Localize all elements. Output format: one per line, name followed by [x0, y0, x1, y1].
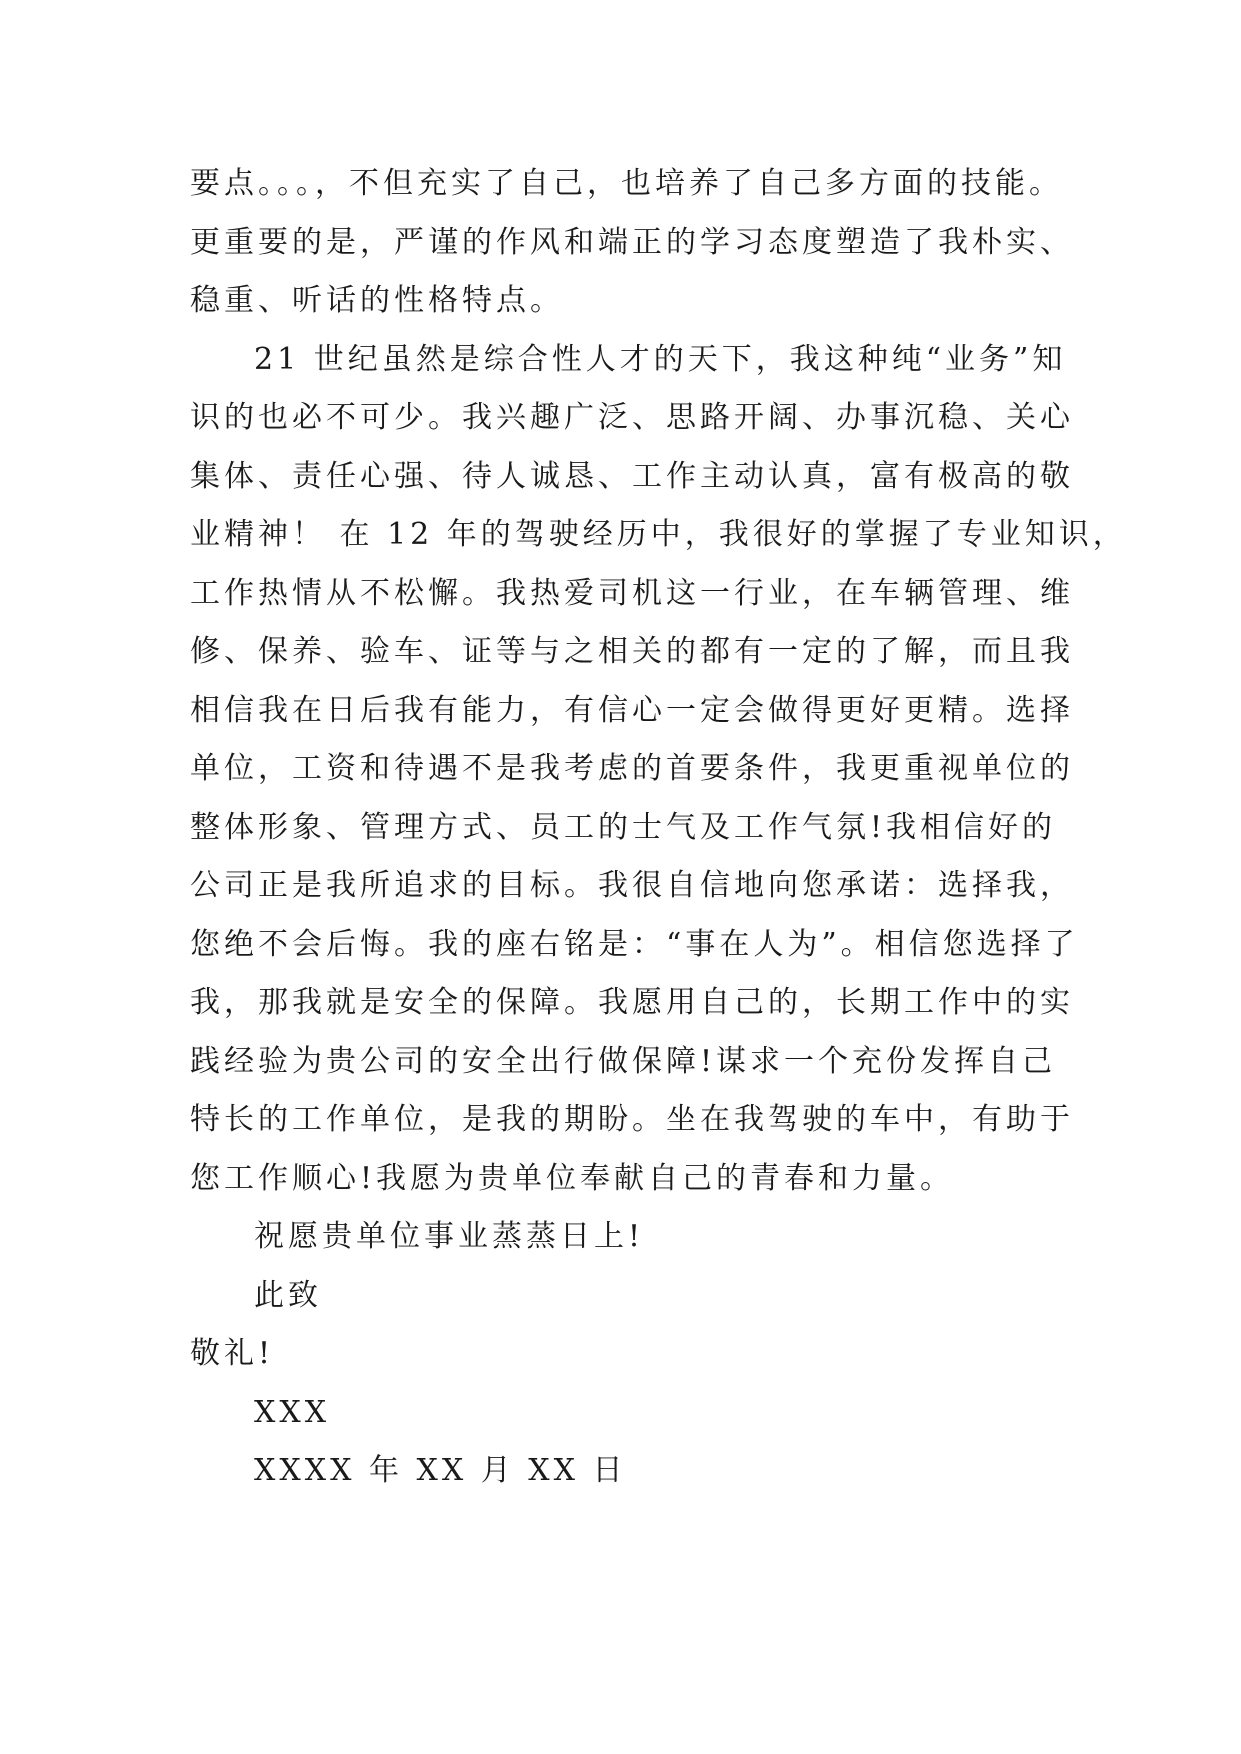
salutation-closing: 此致 — [254, 1277, 322, 1313]
text-line: 稳重、听话的性格特点。 — [190, 283, 564, 318]
text-line: 识的也必不可少。我兴趣广泛、思路开阔、办事沉稳、关心 — [190, 400, 1074, 435]
text-line: 工作热情从不松懈。我热爱司机这一行业，在车辆管理、维 — [190, 575, 1074, 611]
text-line: 我，那我就是安全的保障。我愿用自己的，长期工作中的实 — [190, 985, 1074, 1020]
text-line: 单位，工资和待遇不是我考虑的首要条件，我更重视单位的 — [190, 751, 1074, 786]
letter-body — [190, 155, 1127, 1501]
text-line: 您工作顺心!我愿为贵单位奉献自己的青春和力量。 — [190, 1160, 955, 1196]
text-line: 您绝不会后悔。我的座右铭是：“事在人为”。相信您选择了 — [190, 926, 1079, 962]
text-line: 要点。。。，不但充实了自己，也培养了自己多方面的技能。 — [190, 166, 1063, 201]
text-line: 相信我在日后我有能力，有信心一定会做得更好更精。选择 — [190, 692, 1074, 728]
salutation-regards: 敬礼! — [190, 1336, 275, 1371]
text-line: 整体形象、管理方式、员工的士气及工作气氛!我相信好的 — [190, 809, 1057, 845]
text-line: 特长的工作单位，是我的期盼。坐在我驾驶的车中，有助于 — [190, 1102, 1074, 1137]
signature-date: XXXX 年 XX 月 XX 日 — [254, 1453, 627, 1488]
text-line: 集体、责任心强、待人诚恳、工作主动认真，富有极高的敬 — [190, 458, 1074, 494]
text-line: 业精神！ 在 12 年的驾驶经历中，我很好的掌握了专业知识， — [190, 517, 1127, 552]
text-line: 公司正是我所追求的目标。我很自信地向您承诺：选择我， — [190, 868, 1074, 903]
signature-name: XXX — [254, 1394, 331, 1430]
text-line: 更重要的是，严谨的作风和端正的学习态度塑造了我朴实、 — [190, 224, 1074, 260]
text-line: 修、保养、验车、证等与之相关的都有一定的了解，而且我 — [190, 634, 1074, 669]
text-line: 践经验为贵公司的安全出行做保障!谋求一个充份发挥自己 — [190, 1043, 1057, 1079]
closing-wish: 祝愿贵单位事业蒸蒸日上! — [254, 1219, 645, 1254]
paragraph-start-line: 21 世纪虽然是综合性人才的天下，我这种纯“业务”知 — [254, 341, 1067, 377]
